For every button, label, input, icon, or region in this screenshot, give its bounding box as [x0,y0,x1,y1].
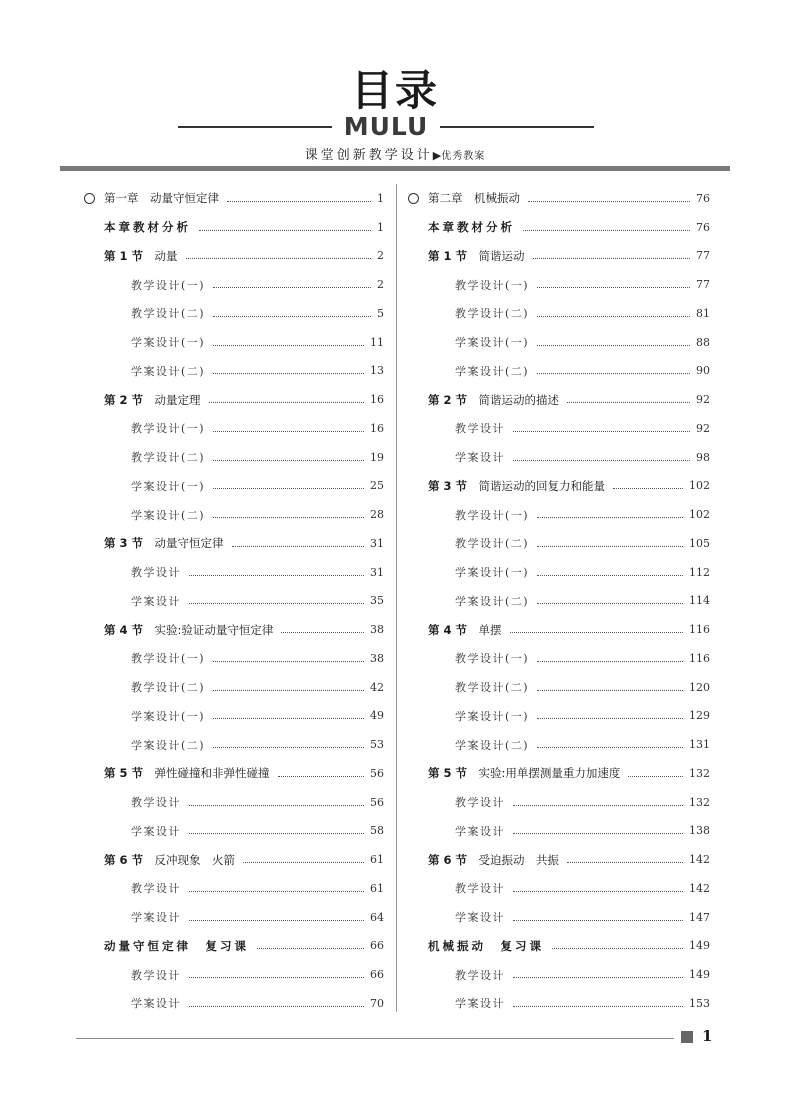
toc-label: 第二章 机械振动 [428,191,520,206]
right-rule [440,126,594,128]
toc-label: 学案设计 [455,997,505,1011]
footer-square-icon [681,1031,693,1043]
toc-label [104,535,224,551]
toc-subentry[interactable] [408,558,710,587]
toc-label: 教学设计(二) [131,451,206,465]
dot-leader [537,287,690,288]
toc-subentry[interactable] [408,414,710,443]
dot-leader [513,460,690,461]
toc-subentry[interactable] [408,500,710,529]
toc-page-number: 132 [689,766,710,780]
dot-leader [213,460,364,461]
toc-section[interactable] [408,385,710,414]
dot-leader [199,230,371,231]
toc-section[interactable] [408,213,710,242]
toc-label: 学案设计(一) [131,479,206,493]
dot-leader [213,517,364,518]
section-title: 简谐运动的回复力和能量 [478,478,606,493]
toc-page-number: 31 [370,565,384,579]
toc-label: 学案设计 [131,594,181,608]
toc-label: 学案设计 [131,824,181,838]
series-name: 课堂创新教学设计 [304,148,433,163]
section-number: 第 5 节 [428,766,468,781]
toc-page-number: 149 [689,939,710,953]
toc-subentry[interactable] [84,874,384,903]
dot-leader [189,1006,364,1007]
toc-section[interactable] [84,385,384,414]
toc-page-number: 38 [370,651,384,665]
toc-label [104,392,201,408]
toc-subentry[interactable] [84,903,384,932]
toc-label: 教学设计 [131,968,181,982]
toc-page-number: 31 [370,536,384,550]
footer-rule [76,1038,674,1039]
dot-leader [613,488,683,489]
toc-label: 教学设计(一) [455,508,530,522]
toc-label: 教学设计 [131,796,181,810]
toc-left-column [84,184,384,1024]
dot-leader [278,776,364,777]
toc-subentry[interactable] [408,357,710,386]
dot-leader [513,805,683,806]
toc-page-number: 77 [696,278,710,292]
left-rule [178,126,332,128]
toc-label: 教学设计 [455,422,505,436]
dot-leader [537,316,690,317]
toc-label: 学案设计 [455,824,505,838]
dot-leader [189,603,364,604]
toc-section[interactable] [84,615,384,644]
toc-page-number: 131 [689,738,710,752]
toc-subentry[interactable] [408,989,710,1018]
section-number: 第 6 节 [104,852,144,867]
toc-right-column [408,184,710,1024]
toc-label: 教学设计(一) [455,278,530,292]
toc-page-number: 16 [370,421,384,435]
section-title: 弹性碰撞和非弹性碰撞 [154,766,270,781]
series-tag: 优秀教案 [441,151,486,162]
toc-subentry[interactable] [408,702,710,731]
toc-subentry[interactable] [408,328,710,357]
section-number: 第 5 节 [104,766,144,781]
toc-subentry[interactable] [84,472,384,501]
toc-subentry[interactable] [408,874,710,903]
toc-subentry[interactable] [84,960,384,989]
toc-label: 教学设计(一) [131,652,206,666]
section-title: 反冲现象 火箭 [154,852,236,867]
dot-leader [281,632,364,633]
toc-subentry[interactable] [84,730,384,759]
toc-label [428,478,605,494]
dot-leader [513,833,683,834]
toc-page-number: 116 [689,623,710,637]
toc-label [104,852,235,868]
dot-leader [243,862,364,863]
toc-page-number: 61 [370,881,384,895]
section-title: 受迫振动 共振 [478,852,560,867]
toc-page-number: 56 [370,766,384,780]
toc-label: 学案设计(二) [455,738,530,752]
toc-page-number: 1 [377,191,384,205]
toc-label [428,248,525,264]
toc-subentry[interactable] [408,817,710,846]
section-number: 第 2 节 [428,392,468,407]
dot-leader [510,632,683,633]
toc-label: 教学设计(二) [455,537,530,551]
dot-leader [567,862,683,863]
section-number: 第 6 节 [428,852,468,867]
dot-leader [537,718,683,719]
dot-leader [537,373,690,374]
dot-leader [213,661,364,662]
circle-bullet-icon [84,193,95,204]
toc-page-number: 77 [696,249,710,263]
section-number: 第 4 节 [104,622,144,637]
toc-page-number: 88 [696,335,710,349]
triangle-right-icon: ▶ [432,149,442,162]
toc-section[interactable] [84,529,384,558]
toc-label: 教学设计(一) [455,652,530,666]
toc-page-number: 56 [370,795,384,809]
toc-subentry[interactable] [84,443,384,472]
section-title: 实验:验证动量守恒定律 [154,622,274,637]
toc-page-number: 92 [696,393,710,407]
toc-page-number: 129 [689,709,710,723]
section-title: 单摆 [478,622,502,637]
toc-page-number: 105 [689,536,710,550]
toc-section[interactable] [408,615,710,644]
toc-page-number: 42 [370,680,384,694]
dot-leader [227,201,371,202]
toc-label [428,765,620,781]
dot-leader [232,546,364,547]
toc-section[interactable] [84,932,384,961]
toc-subentry[interactable] [84,702,384,731]
toc-page-number: 2 [377,249,384,263]
toc-page-number: 120 [689,680,710,694]
toc-page-number: 98 [696,450,710,464]
book-subtitle [0,144,790,163]
toc-label: 学案设计 [455,451,505,465]
toc-section[interactable] [84,213,384,242]
toc-label: 学案设计(一) [455,336,530,350]
section-title: 简谐运动的描述 [478,392,560,407]
page-title: 目录 [350,66,439,115]
dot-leader [213,718,364,719]
toc-page-number: 90 [696,364,710,378]
toc-subentry[interactable] [408,960,710,989]
dot-leader [537,345,690,346]
toc-subentry[interactable] [408,443,710,472]
toc-page-number: 38 [370,623,384,637]
toc-label: 学案设计 [131,997,181,1011]
toc-section[interactable] [408,242,710,271]
toc-page-number: 142 [689,881,710,895]
dot-leader [189,920,364,921]
toc-label: 学案设计(二) [131,508,206,522]
toc-label [104,248,178,264]
dot-leader [513,977,683,978]
toc-subentry[interactable] [84,270,384,299]
column-divider [396,184,397,1012]
toc-subentry[interactable] [408,673,710,702]
title-pinyin-row [0,112,790,142]
toc-section[interactable] [408,759,710,788]
toc-page-number: 102 [689,508,710,522]
header-bar [60,166,730,171]
toc-section[interactable] [84,845,384,874]
toc-page-number: 2 [377,278,384,292]
section-number: 第 1 节 [104,248,144,263]
section-title: 动量守恒定律 [154,536,224,551]
dot-leader [513,891,683,892]
dot-leader [537,747,683,748]
toc-subentry[interactable] [408,270,710,299]
toc-label: 教学设计 [455,968,505,982]
toc-subentry[interactable] [84,558,384,587]
dot-leader [213,690,364,691]
toc-page-number: 53 [370,738,384,752]
toc-subentry[interactable] [408,644,710,673]
toc-label: 教学设计 [131,566,181,580]
toc-section[interactable] [84,242,384,271]
toc-page-number: 49 [370,709,384,723]
toc-page-number: 66 [370,968,384,982]
dot-leader [213,431,364,432]
toc-label [428,852,559,868]
dot-leader [567,402,690,403]
dot-leader [537,661,683,662]
dot-leader [209,402,364,403]
toc-label: 学案设计 [455,911,505,925]
toc-subentry[interactable] [408,730,710,759]
toc-chapter[interactable] [408,184,710,213]
dot-leader [189,891,364,892]
toc-page-number: 1 [377,220,384,234]
toc-page-number: 132 [689,795,710,809]
section-number: 第 3 节 [428,478,468,493]
toc-subentry[interactable] [84,644,384,673]
toc-label [104,765,270,781]
toc-subentry[interactable] [408,903,710,932]
dot-leader [552,948,683,949]
toc-section[interactable] [408,845,710,874]
toc-subentry[interactable] [84,299,384,328]
toc-section[interactable] [408,472,710,501]
dot-leader [533,258,690,259]
toc-section[interactable] [408,932,710,961]
toc-page-number: 61 [370,853,384,867]
toc-subentry[interactable] [84,500,384,529]
dot-leader [537,575,683,576]
toc-label: 学案设计(二) [131,738,206,752]
toc-page-number: 114 [689,594,710,608]
toc-label: 学案设计(二) [131,364,206,378]
toc-page-number: 76 [696,191,710,205]
dot-leader [257,948,364,949]
toc-page-number: 35 [370,594,384,608]
toc-label [428,392,559,408]
toc-label: 教学设计(二) [455,307,530,321]
section-title: 实验:用单摆测量重力加速度 [478,766,621,781]
toc-label: 教学设计(二) [131,307,206,321]
dot-leader [189,833,364,834]
toc-page-number: 81 [696,306,710,320]
dot-leader [513,920,683,921]
toc-label: 教学设计(二) [131,681,206,695]
dot-leader [537,546,683,547]
section-number: 第 1 节 [428,248,468,263]
toc-label: 本章教材分析 [104,220,191,235]
dot-leader [628,776,683,777]
dot-leader [213,316,371,317]
toc-chapter[interactable] [84,184,384,213]
toc-label: 学案设计(二) [455,594,530,608]
toc-page-number: 116 [689,651,710,665]
toc-page-number: 112 [689,565,710,579]
toc-label: 教学设计 [455,882,505,896]
dot-leader [213,373,364,374]
section-number: 第 3 节 [104,536,144,551]
toc-page-number: 153 [689,996,710,1010]
toc-label: 学案设计(一) [131,336,206,350]
toc-page-number: 70 [370,996,384,1010]
toc-page-number: 102 [689,479,710,493]
toc-label: 教学设计(一) [131,278,206,292]
toc-label [428,622,502,638]
toc-label: 教学设计 [131,882,181,896]
toc-label: 机械振动 复习课 [428,938,544,953]
page-number: 1 [702,1027,713,1045]
toc-label: 教学设计 [455,796,505,810]
dot-leader [186,258,371,259]
section-number: 第 2 节 [104,392,144,407]
section-title: 动量定理 [154,392,201,407]
section-number: 第 4 节 [428,622,468,637]
section-title: 动量 [154,248,178,263]
toc-label: 学案设计(一) [131,709,206,723]
section-title: 简谐运动 [478,248,525,263]
dot-leader [213,345,364,346]
pinyin-label: MULU [343,112,429,141]
toc-label: 学案设计(一) [455,709,530,723]
toc-page-number: 142 [689,853,710,867]
toc-label: 本章教材分析 [428,220,515,235]
toc-label: 动量守恒定律 复习课 [104,938,249,953]
toc-subentry[interactable] [84,328,384,357]
toc-subentry[interactable] [408,529,710,558]
dot-leader [189,977,364,978]
toc-page-number: 5 [377,306,384,320]
toc-subentry[interactable] [84,414,384,443]
toc-label: 学案设计(二) [455,364,530,378]
toc-subentry[interactable] [84,587,384,616]
toc-page-number: 11 [370,335,384,349]
toc-page-number: 92 [696,421,710,435]
toc-page-number: 147 [689,910,710,924]
toc-page-number: 16 [370,393,384,407]
dot-leader [189,575,364,576]
dot-leader [213,287,371,288]
toc-page-number: 66 [370,939,384,953]
toc-page-number: 138 [689,824,710,838]
toc-subentry[interactable] [84,989,384,1018]
toc-label: 学案设计(一) [455,566,530,580]
toc-page-number: 13 [370,364,384,378]
toc-label: 教学设计(二) [455,681,530,695]
dot-leader [528,201,690,202]
toc-page-number: 149 [689,968,710,982]
toc-label: 学案设计 [131,911,181,925]
dot-leader [537,517,683,518]
dot-leader [537,603,683,604]
toc-page-number: 25 [370,479,384,493]
toc-page-number: 64 [370,910,384,924]
toc-page-number: 58 [370,824,384,838]
toc-subentry[interactable] [408,299,710,328]
dot-leader [513,1006,683,1007]
dot-leader [213,488,364,489]
toc-page-number: 19 [370,450,384,464]
toc-section[interactable] [84,759,384,788]
toc-label: 第一章 动量守恒定律 [104,191,219,206]
dot-leader [513,431,690,432]
circle-bullet-icon [408,193,419,204]
toc-label [104,622,273,638]
dot-leader [523,230,690,231]
toc-label: 教学设计(一) [131,422,206,436]
toc-page-number: 28 [370,508,384,522]
dot-leader [537,690,683,691]
toc-subentry[interactable] [84,788,384,817]
dot-leader [213,747,364,748]
toc-subentry[interactable] [84,817,384,846]
dot-leader [189,805,364,806]
toc-subentry[interactable] [408,788,710,817]
toc-subentry[interactable] [84,673,384,702]
toc-subentry[interactable] [408,587,710,616]
toc-page-number: 76 [696,220,710,234]
toc-subentry[interactable] [84,357,384,386]
